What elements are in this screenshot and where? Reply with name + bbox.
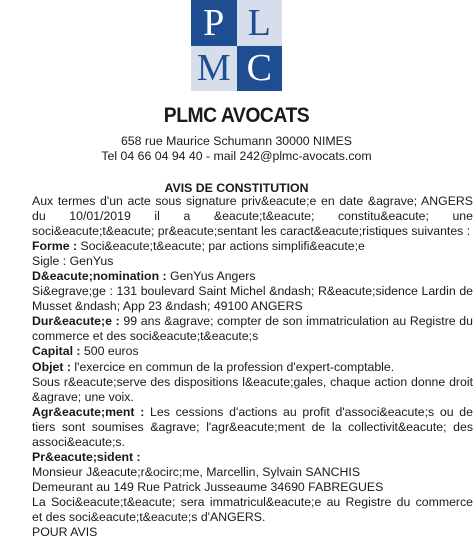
reserve-paragraph: Sous r&eacute;serve des dispositions l&eacute;gales, chaque action donne droit &agrave; une voix. xyxy=(32,374,473,404)
agrement-paragraph xyxy=(0,405,473,450)
forme-line xyxy=(0,239,473,254)
agrement-value: Les cessions d'actions au profit d'associ&eacute;s ou de tiers sont soumises &agrave; l'agr&eacute;ment de la collectivit&eacute; des associ&eacute;s. xyxy=(32,404,473,449)
firm-name: PLMC AVOCATS xyxy=(163,104,310,127)
logo-letter-p: P xyxy=(191,0,237,46)
objet-value: l'exercice en commun de la profession d'expert-comptable. xyxy=(70,359,395,374)
objet-line xyxy=(0,360,473,375)
capital-label: Capital : xyxy=(32,344,81,359)
denomination-label: D&eacute;nomination : xyxy=(32,269,167,284)
intro-paragraph: Aux termes d'un acte sous signature priv&eacute;e en date &agrave; ANGERS du 10/01/2019 il a &eacute;t&eacute; constitu&eacute; une soci&eacute;t&eacute; pr&eacute;sentant les caract&eacute;ristiques suivantes : xyxy=(32,194,473,239)
notice-title: AVIS DE CONSTITUTION xyxy=(164,181,309,195)
firm-address: 658 rue Maurice Schumann 30000 NIMES xyxy=(120,134,353,148)
forme-value: Soci&eacute;t&eacute; par actions simplifi&eacute;e xyxy=(77,239,365,254)
forme-label: Forme : xyxy=(32,239,78,254)
president-label: Pr&eacute;sident : xyxy=(32,449,141,464)
capital-value: 500 euros xyxy=(80,344,139,359)
agrement-label: Agr&eacute;ment : xyxy=(32,404,145,419)
president-name: Monsieur J&eacute;r&ocirc;me, Marcellin, Sylvain SANCHIS xyxy=(32,464,361,479)
siege-paragraph: Si&egrave;ge : 131 boulevard Saint Michel &ndash; R&eacute;sidence Lardin de Musset &ndash; App 23 &ndash; 49100 ANGERS xyxy=(32,284,473,314)
objet-label: Objet : xyxy=(32,359,71,374)
sigle-line: Sigle : GenYus xyxy=(32,254,114,269)
registration-paragraph: La Soci&eacute;t&eacute; sera immatricul&eacute;e au Registre du commerce et des soci&eacute;t&eacute;s d'ANGERS. xyxy=(32,494,473,524)
denomination-line xyxy=(0,269,473,284)
duree-label: Dur&eacute;e : xyxy=(32,314,120,329)
duree-value: 99 ans &agrave; compter de son immatriculation au Registre du commerce et des soci&eacute;t&eacute;s xyxy=(32,314,473,344)
firm-contact: Tel 04 66 04 94 40 - mail 242@plmc-avocats.com xyxy=(101,149,372,163)
logo-letter-c: C xyxy=(237,46,283,92)
logo-letter-l: L xyxy=(237,0,283,46)
notice-body xyxy=(0,194,473,540)
denomination-value: GenYus Angers xyxy=(166,269,256,284)
firm-logo xyxy=(191,0,282,91)
capital-line xyxy=(0,344,473,359)
duree-paragraph xyxy=(0,314,473,344)
logo-letter-m: M xyxy=(191,46,237,92)
closing-line: POUR AVIS xyxy=(32,525,98,540)
president-address: Demeurant au 149 Rue Patrick Jusseaume 34690 FABREGUES xyxy=(32,479,384,494)
